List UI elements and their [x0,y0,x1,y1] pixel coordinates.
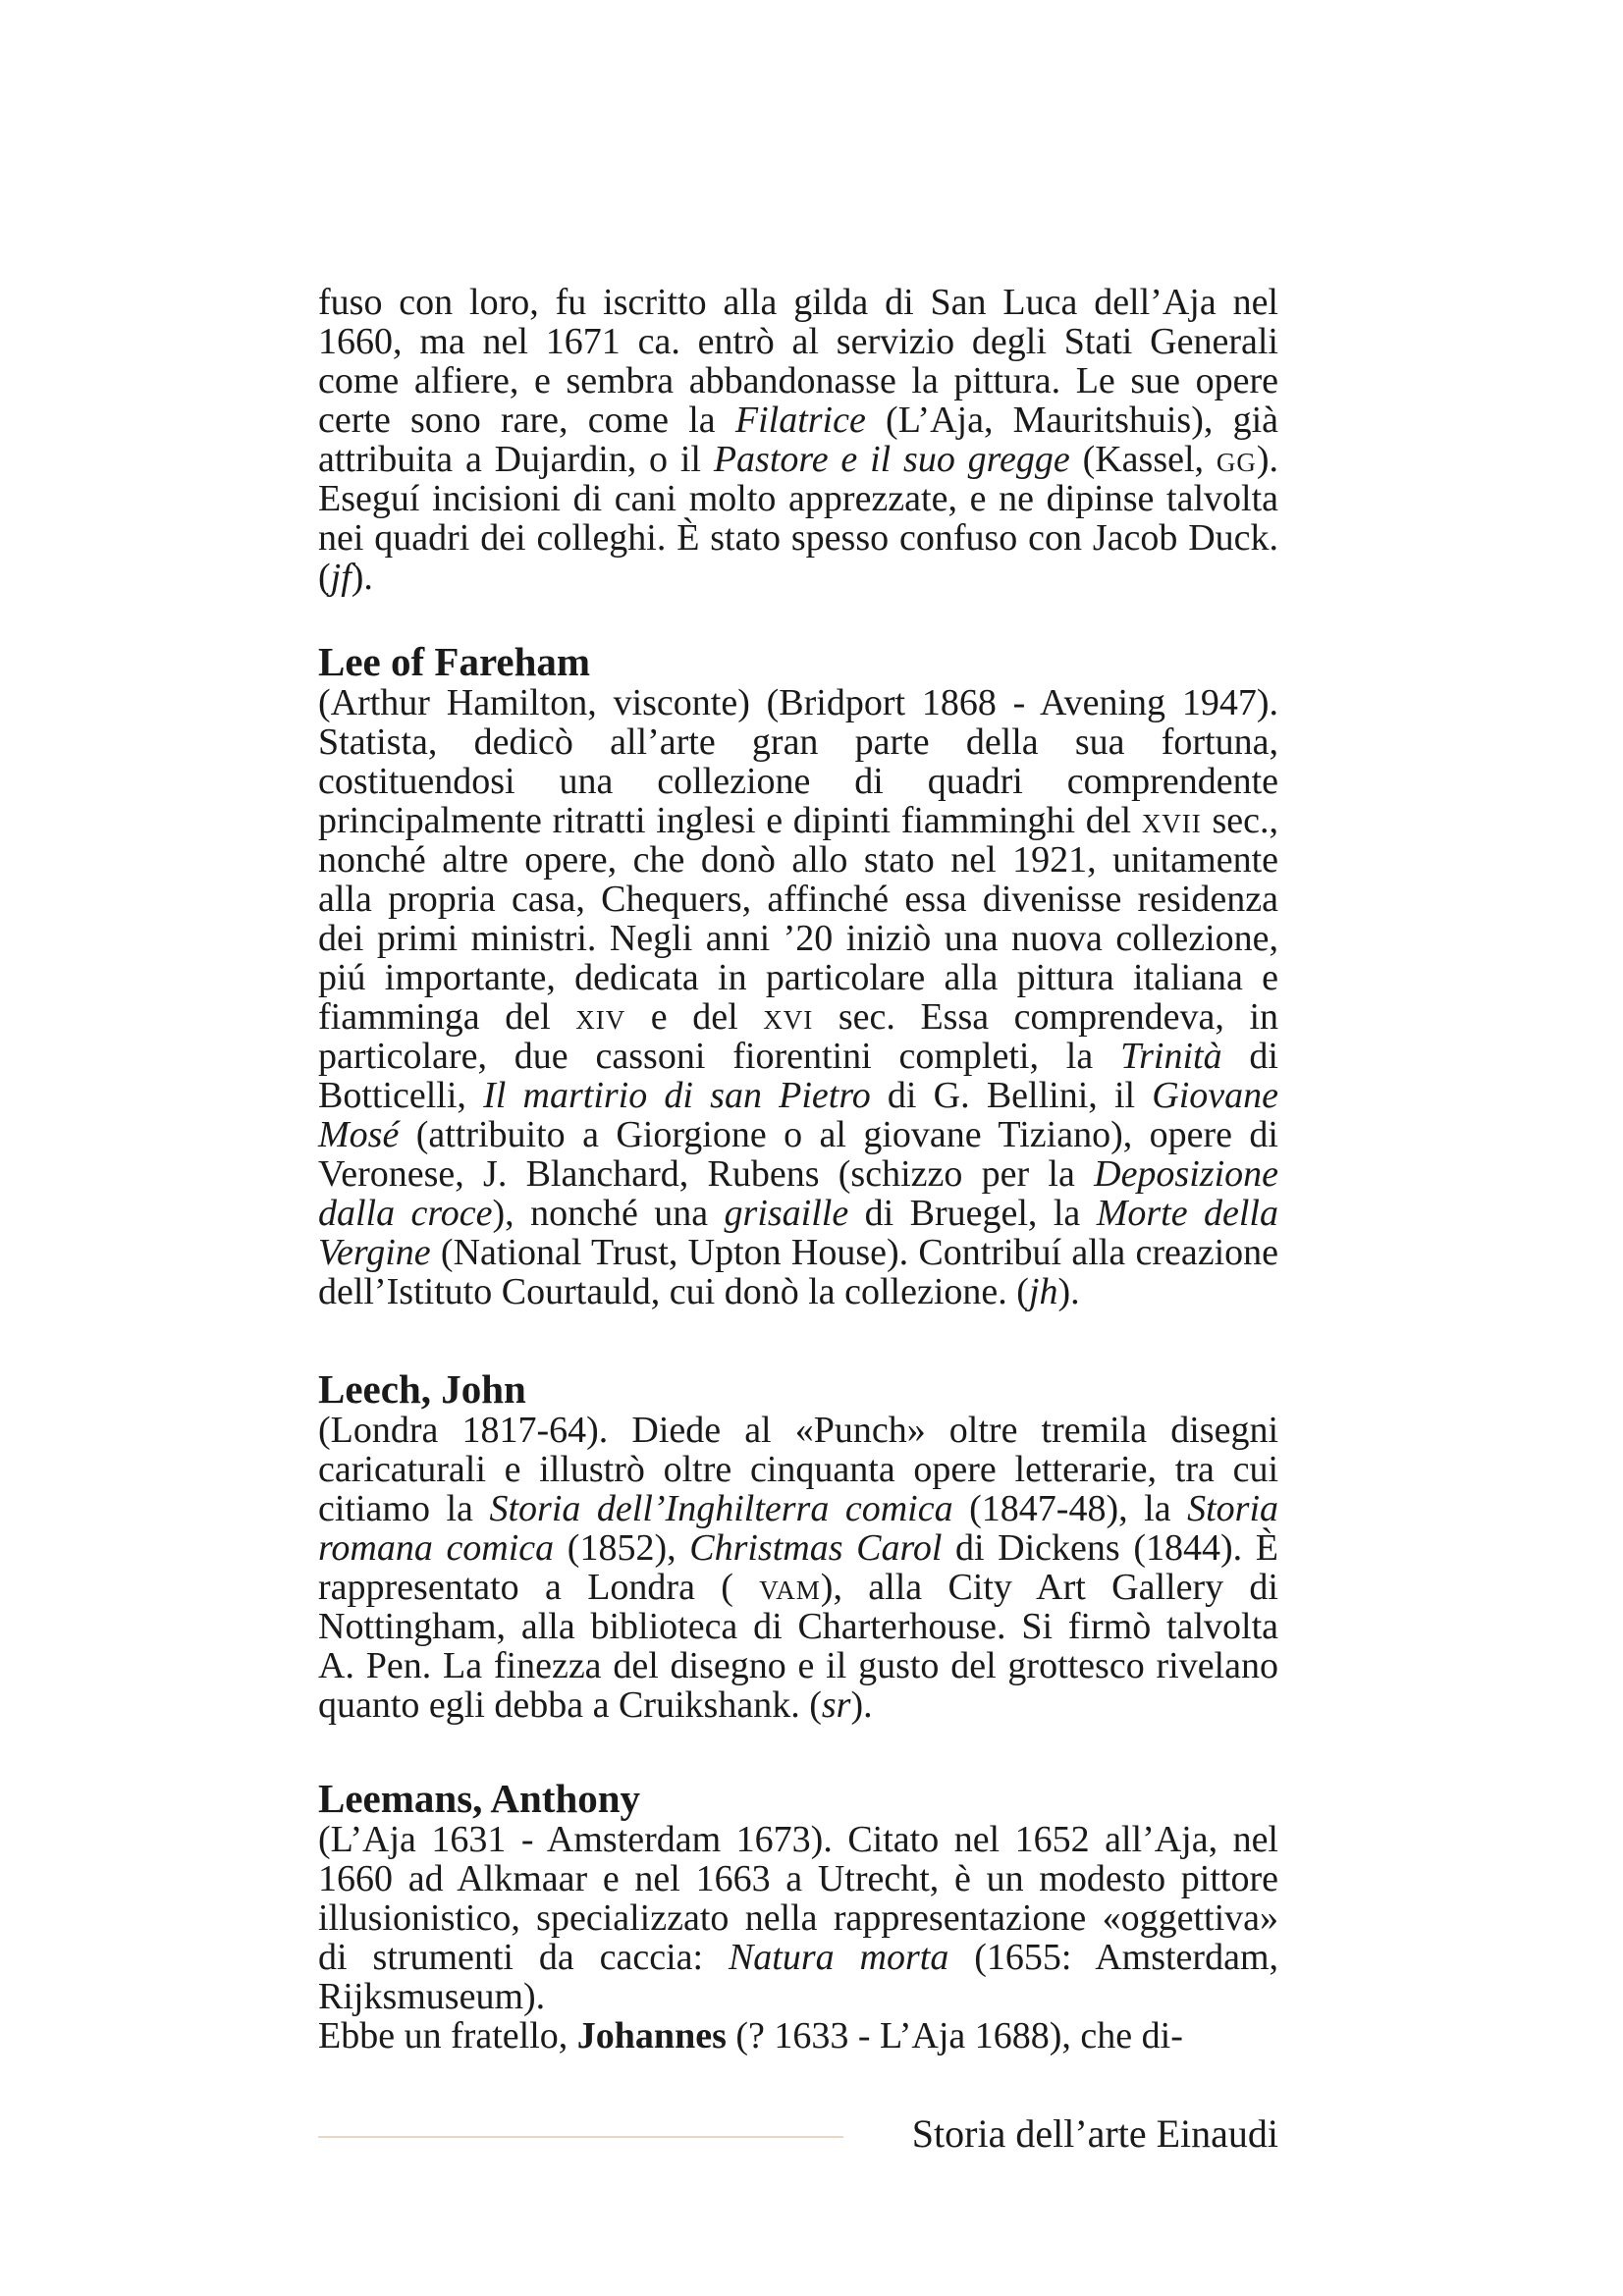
artwork-title: Filatrice [734,400,866,441]
text-run: (attribuito a Giorgione o al giovane Tiziano), opere di Veronese, J. Blanchard, Rubens (schizzo per la [318,1114,1278,1195]
continuation-text [318,283,1278,597]
artwork-title: Storia dell’Inghilterra comica [489,1488,953,1529]
text-run: ). [1057,1271,1080,1312]
author-initials: sr [821,1684,851,1726]
museum-abbreviation: vam [759,1567,821,1608]
entry-title: Leemans, Anthony [318,1776,641,1821]
author-initials: jf [330,557,352,598]
footer-rule [318,2136,843,2138]
text-run: (L’Aja 1631 - Amsterdam 1673). Citato nel 1652 all’Aja, nel 1660 ad Alkmaar e nel 1663 a Utrecht, è un modesto pittore illusionistico, specializzato nella rappresentazione «oggettiva» di strumenti da caccia: [318,1819,1278,1978]
continuation-paragraph [318,283,1278,597]
text-run: ). [351,557,373,598]
text-run: ), alla City Art Gallery di Nottingham, alla biblioteca di Charterhouse. Si firmò talvolta A. Pen. La finezza del disegno e il gusto del grottesco rivelano quanto egli debba a Cruikshank. ( [318,1567,1278,1726]
entry-body [318,1411,1278,1725]
text-run: ). Eseguí incisioni di cani molto apprezzate, e ne dipinse talvolta nei quadri dei colleghi. È stato spesso confuso con Jacob Duck. ( [318,439,1278,598]
century-numeral: xvi [763,996,814,1038]
text-run: (Kassel, [1069,439,1217,480]
museum-abbreviation: gg [1216,439,1257,480]
entry-title: Lee of Fareham [318,639,591,684]
entry-leech-john [318,1367,1278,1725]
artwork-title: Storia romana comica [318,1488,1279,1569]
artwork-title: Pastore e il suo gregge [713,439,1070,480]
text-run: sec. Essa comprendeva, in particolare, due cassoni fiorentini completi, la [318,996,1279,1077]
text-run: (Arthur Hamilton, visconte) (Bridport 1868 - Avening 1947). Statista, dedicò all’arte gran parte della sua fortuna, costituendosi una collezione di quadri comprendente principalmente ritratti inglesi e dipinti fiamminghi del [318,682,1278,841]
artwork-title: Trinità [1120,1036,1222,1077]
artwork-title: Christmas Carol [689,1527,943,1569]
text-run: e del [625,996,764,1038]
author-initials: jh [1028,1271,1058,1312]
text-run: (L’Aja, Mauritshuis), già attribuita a Dujardin, o il [318,400,1278,480]
entry-leemans-anthony [318,1777,1278,2056]
entry-body [318,1820,1278,2016]
text-run: (1852), [554,1527,690,1569]
text-run: di Dickens (1844). È rappresentato a Londra ( [318,1527,1278,1608]
text-run: fuso con loro, fu iscritto alla gilda di San Luca dell’Aja nel 1660, ma nel 1671 ca. entrò al servizio degli Stati Generali come alfiere, e sembra abbandonasse la pittura. Le sue opere certe sono rare, come la [318,282,1278,441]
artwork-title: Natura morta [728,1937,949,1978]
century-numeral: xvii [1141,800,1202,841]
century-numeral: xiv [575,996,626,1038]
entry-body-continued [318,2016,1278,2056]
text-run: (? 1633 - L’Aja 1688), che di- [726,2015,1183,2056]
text-run: di G. Bellini, il [870,1075,1153,1116]
text-run: (Londra 1817-64). Diede al «Punch» oltre tremila disegni caricaturali e illustrò oltre cinquanta opere letterarie, tra cui citiamo la [318,1410,1278,1529]
person-name: Johannes [576,2015,727,2056]
text-run: Ebbe un fratello, [318,2015,577,2056]
text-run: di Botticelli, [318,1036,1278,1116]
text-run: (1847-48), la [952,1488,1188,1529]
artwork-title: grisaille [724,1193,849,1234]
entry-lee-of-fareham [318,640,1278,1311]
text-run: (1655: Amsterdam, Rijksmuseum). [318,1937,1279,2017]
footer-publisher: Storia dell’arte Einaudi [911,2111,1278,2156]
artwork-title: Deposizione dalla croce [318,1153,1278,1234]
text-run: di Bruegel, la [848,1193,1097,1234]
entry-body [318,683,1278,1311]
text-run: ). [850,1684,873,1726]
artwork-title: Giovane Mosé [318,1075,1278,1155]
artwork-title: Il martirio di san Pietro [483,1075,871,1116]
text-run: (National Trust, Upton House). Contribuí alla creazione dell’Istituto Courtauld, cui donò la collezione. ( [318,1232,1278,1312]
artwork-title: Morte della Vergine [318,1193,1278,1273]
text-run: ), nonché una [492,1193,725,1234]
entry-title: Leech, John [318,1366,526,1412]
text-run: sec., nonché altre opere, che donò allo stato nel 1921, unitamente alla propria casa, Chequers, affinché essa divenisse residenza dei primi ministri. Negli anni ’20 iniziò una nuova collezione, piú importante, dedicata in particolare alla pittura italiana e fiamminga del [318,800,1278,1038]
